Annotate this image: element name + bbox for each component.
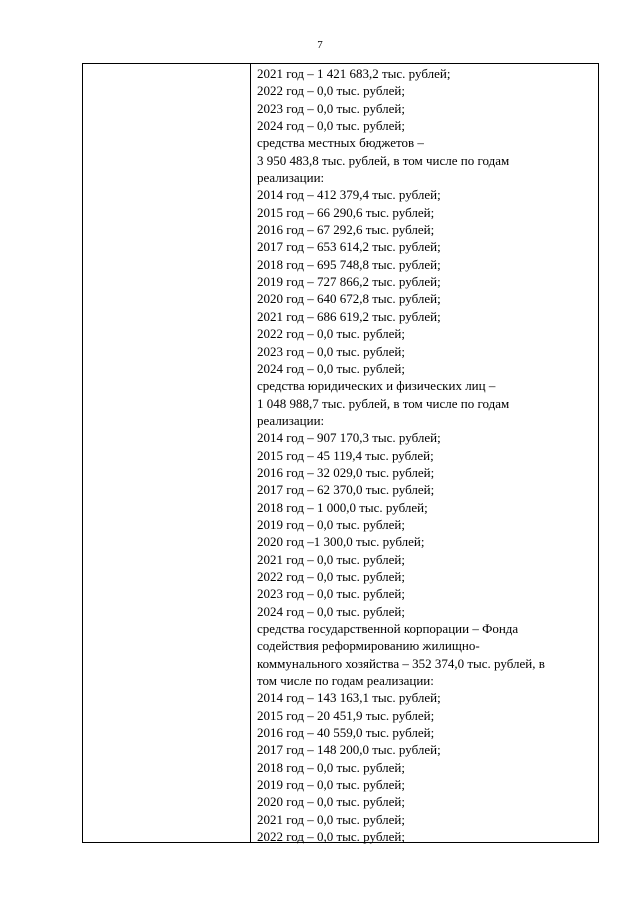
funding-line: 2021 год – 0,0 тыс. рублей;	[257, 551, 405, 567]
funding-line: 2020 год – 640 672,8 тыс. рублей;	[257, 291, 441, 307]
funding-line: 2016 год – 67 292,6 тыс. рублей;	[257, 222, 435, 238]
funding-table	[82, 63, 599, 843]
page-number: 7	[317, 39, 323, 51]
funding-line: 2023 год – 0,0 тыс. рублей;	[257, 343, 405, 359]
funding-line: 2024 год – 0,0 тыс. рублей;	[257, 603, 405, 619]
funding-line: коммунального хозяйства – 352 374,0 тыс. рублей, в	[257, 655, 545, 671]
funding-line: средства государственной корпорации – Фонда	[257, 621, 519, 636]
funding-line: 2015 год – 20 451,9 тыс. рублей;	[257, 707, 435, 723]
funding-line: 2014 год – 412 379,4 тыс. рублей;	[257, 187, 441, 203]
funding-line: 2022 год – 0,0 тыс. рублей;	[257, 568, 405, 584]
table-left-cell	[83, 64, 251, 842]
funding-line: 2020 год – 0,0 тыс. рублей;	[257, 794, 405, 810]
table-right-cell	[251, 64, 598, 845]
funding-line: 2015 год – 66 290,6 тыс. рублей;	[257, 204, 435, 220]
funding-line: 2014 год – 907 170,3 тыс. рублей;	[257, 430, 441, 446]
funding-line: средства местных бюджетов –	[257, 135, 424, 151]
funding-line: 2021 год – 686 619,2 тыс. рублей;	[257, 308, 441, 324]
funding-line: 2017 год – 148 200,0 тыс. рублей;	[257, 742, 441, 758]
funding-line: реализации:	[257, 170, 325, 186]
funding-line: 2021 год – 0,0 тыс. рублей;	[257, 811, 405, 827]
funding-line: 2018 год – 1 000,0 тыс. рублей;	[257, 499, 428, 515]
funding-line: 2016 год – 40 559,0 тыс. рублей;	[257, 725, 435, 741]
funding-line: 2017 год – 653 614,2 тыс. рублей;	[257, 239, 441, 255]
funding-line: 2016 год – 32 029,0 тыс. рублей;	[257, 464, 435, 480]
funding-line: 2018 год – 695 748,8 тыс. рублей;	[257, 256, 441, 272]
funding-line: 2023 год – 0,0 тыс. рублей;	[257, 100, 405, 116]
funding-line: 1 048 988,7 тыс. рублей, в том числе по годам	[257, 395, 510, 411]
funding-line: 2014 год – 143 163,1 тыс. рублей;	[257, 690, 441, 706]
funding-line: том числе по годам реализации:	[257, 673, 434, 689]
funding-line: 2020 год –1 300,0 тыс. рублей;	[257, 534, 425, 550]
funding-line: 2024 год – 0,0 тыс. рублей;	[257, 118, 405, 134]
funding-line: 3 950 483,8 тыс. рублей, в том числе по годам	[257, 152, 510, 168]
funding-line: 2019 год – 727 866,2 тыс. рублей;	[257, 274, 441, 290]
funding-line: 2017 год – 62 370,0 тыс. рублей;	[257, 482, 435, 498]
funding-line: 2022 год – 0,0 тыс. рублей;	[257, 829, 405, 845]
funding-line: реализации:	[257, 412, 325, 428]
funding-line: 2024 год – 0,0 тыс. рублей;	[257, 360, 405, 376]
funding-line: 2022 год – 0,0 тыс. рублей;	[257, 83, 405, 99]
funding-line: 2019 год – 0,0 тыс. рублей;	[257, 516, 405, 532]
funding-line: содействия реформированию жилищно-	[257, 638, 480, 654]
funding-line: 2021 год – 1 421 683,2 тыс. рублей;	[257, 66, 451, 81]
funding-line: 2015 год – 45 119,4 тыс. рублей;	[257, 447, 434, 463]
funding-line: средства юридических и физических лиц –	[257, 378, 496, 394]
funding-line: 2023 год – 0,0 тыс. рублей;	[257, 586, 405, 602]
funding-line: 2018 год – 0,0 тыс. рублей;	[257, 759, 405, 775]
funding-line: 2019 год – 0,0 тыс. рублей;	[257, 777, 405, 793]
funding-line: 2022 год – 0,0 тыс. рублей;	[257, 326, 405, 342]
